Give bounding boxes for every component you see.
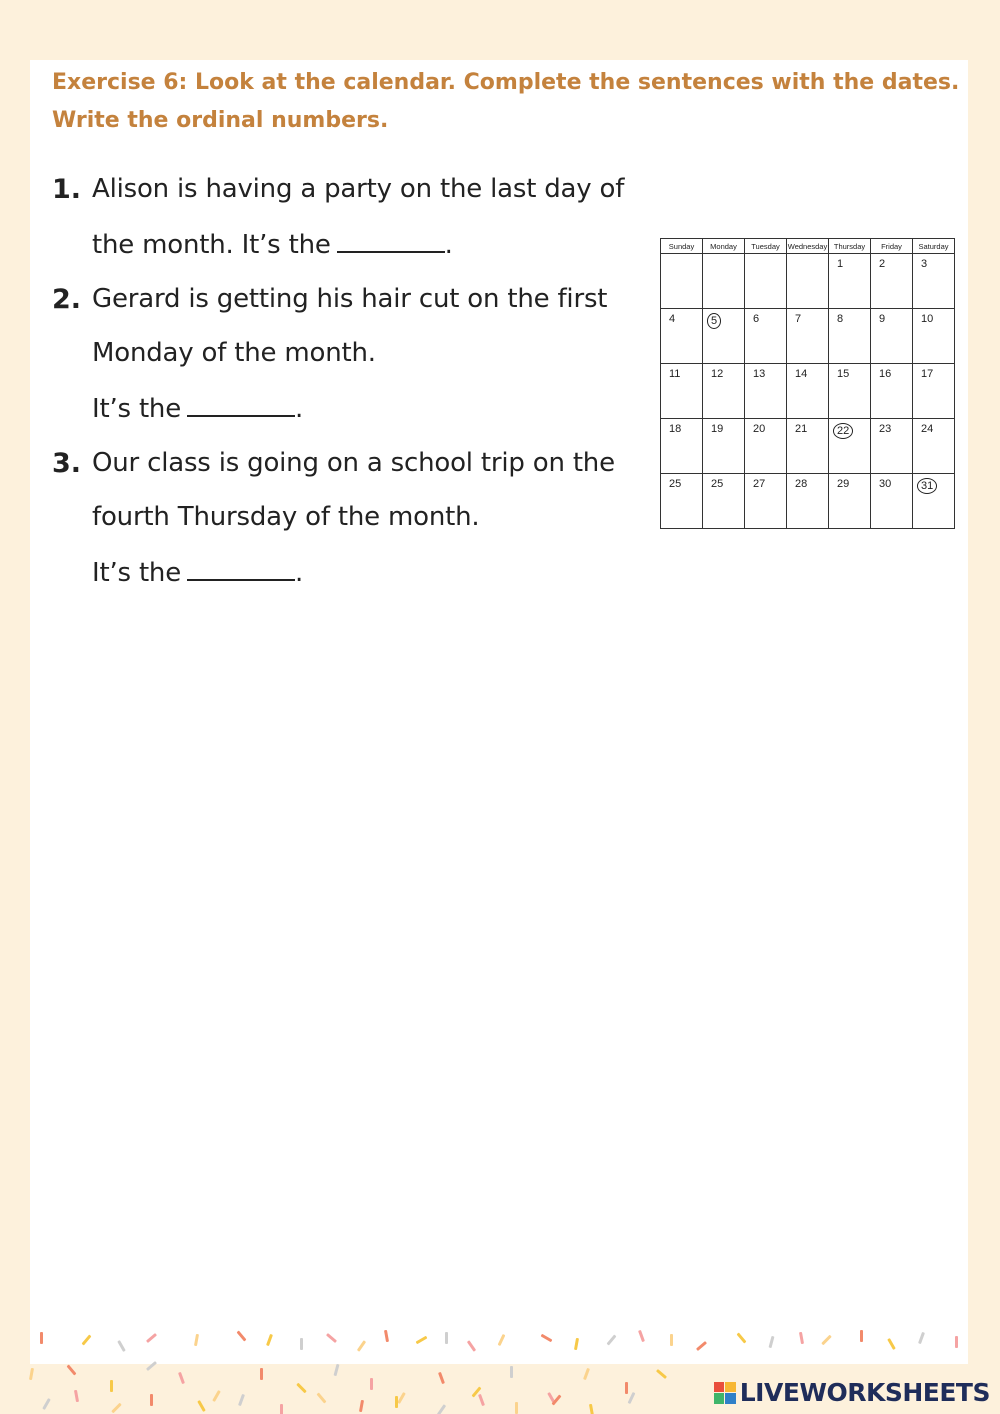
calendar-date: 1	[837, 258, 844, 270]
calendar-day-cell	[913, 309, 955, 364]
confetti-piece	[768, 1336, 774, 1348]
calendar-date: 6	[753, 313, 760, 325]
calendar-week-row	[661, 364, 955, 419]
calendar-date: 15	[837, 368, 850, 380]
question-2-answer-blank[interactable]	[187, 393, 295, 417]
confetti-piece	[300, 1338, 303, 1350]
confetti-piece	[74, 1390, 79, 1402]
calendar-date: 31	[917, 478, 937, 494]
calendar-day-cell	[787, 364, 829, 419]
logo-text: LIVEWORKSHEETS	[739, 1378, 990, 1407]
calendar-day-cell	[745, 254, 787, 309]
calendar-day-cell	[787, 419, 829, 474]
calendar-day-cell	[829, 254, 871, 309]
question-2-text: It’s the	[92, 394, 182, 424]
confetti-piece	[736, 1332, 746, 1343]
calendar-day-cell	[661, 309, 703, 364]
confetti-piece	[395, 1396, 398, 1408]
logo-grid-icon	[714, 1382, 736, 1404]
calendar-day-cell	[745, 419, 787, 474]
confetti-piece	[146, 1361, 157, 1371]
calendar-date: 16	[879, 368, 892, 380]
calendar-day-cell	[829, 474, 871, 529]
question-1-line1: Alison is having a party on the last day of	[92, 174, 625, 204]
liveworksheets-logo	[714, 1378, 990, 1407]
confetti-piece	[326, 1333, 337, 1343]
confetti-piece	[236, 1330, 246, 1341]
calendar-date: 7	[795, 313, 802, 325]
confetti-piece	[81, 1334, 91, 1345]
confetti-piece	[384, 1330, 389, 1342]
confetti-piece	[296, 1383, 307, 1394]
confetti-piece	[860, 1330, 863, 1342]
calendar-day-cell	[661, 419, 703, 474]
calendar-day-cell	[745, 309, 787, 364]
calendar-day-cell	[913, 364, 955, 419]
calendar-day-cell	[745, 364, 787, 419]
calendar-date: 25	[711, 478, 724, 490]
calendar-date: 11	[669, 368, 681, 380]
question-2-line1: Gerard is getting his hair cut on the first	[92, 284, 608, 314]
calendar-date: 9	[879, 313, 886, 325]
question-1-number: 1.	[52, 174, 82, 205]
calendar-date: 13	[753, 368, 766, 380]
confetti-piece	[498, 1334, 506, 1346]
confetti-piece	[438, 1372, 445, 1384]
calendar-day-header: Thursday	[829, 239, 871, 254]
confetti-piece	[29, 1368, 34, 1380]
confetti-piece	[359, 1400, 364, 1412]
calendar-day-header: Sunday	[661, 239, 703, 254]
calendar-day-cell	[787, 309, 829, 364]
calendar-day-cell	[871, 474, 913, 529]
calendar-day-cell	[703, 254, 745, 309]
confetti-piece	[280, 1404, 283, 1414]
calendar-day-header: Tuesday	[745, 239, 787, 254]
confetti-piece	[515, 1402, 518, 1414]
calendar-date: 19	[711, 423, 724, 435]
confetti-piece	[670, 1334, 673, 1346]
question-3-answer-blank[interactable]	[187, 557, 295, 581]
confetti-piece	[628, 1392, 636, 1404]
calendar-day-cell	[703, 474, 745, 529]
calendar-day-cell	[871, 309, 913, 364]
confetti-piece	[238, 1394, 245, 1406]
calendar-date: 25	[669, 478, 682, 490]
confetti-piece	[316, 1392, 326, 1403]
question-3-line3: It’s the .	[92, 558, 304, 588]
question-3-line2: fourth Thursday of the month.	[92, 502, 480, 532]
calendar-day-cell	[871, 254, 913, 309]
confetti-piece	[799, 1332, 804, 1344]
confetti-piece	[146, 1333, 157, 1343]
confetti-piece	[696, 1341, 707, 1351]
confetti-piece	[117, 1340, 126, 1352]
confetti-piece	[638, 1330, 645, 1342]
confetti-piece	[40, 1332, 43, 1344]
calendar-date: 5	[707, 313, 721, 329]
calendar-date: 18	[669, 423, 682, 435]
confetti-piece	[583, 1368, 590, 1380]
calendar-day-cell	[913, 474, 955, 529]
question-1-text: the month. It’s the	[92, 230, 331, 260]
calendar-week-row	[661, 474, 955, 529]
calendar-day-cell	[913, 254, 955, 309]
confetti-piece	[178, 1372, 185, 1384]
confetti-piece	[357, 1340, 366, 1352]
calendar-date: 30	[879, 478, 892, 490]
confetti-piece	[955, 1336, 958, 1348]
confetti-piece	[821, 1335, 832, 1346]
confetti-piece	[333, 1364, 339, 1376]
confetti-piece	[194, 1334, 199, 1346]
calendar-day-cell	[787, 254, 829, 309]
question-3-text: It’s the	[92, 558, 182, 588]
calendar-date: 12	[711, 368, 724, 380]
calendar-date: 29	[837, 478, 850, 490]
calendar-date: 21	[795, 423, 808, 435]
calendar-day-cell	[661, 254, 703, 309]
calendar-date: 22	[833, 423, 853, 439]
confetti-piece	[887, 1338, 896, 1350]
calendar-day-cell	[661, 474, 703, 529]
confetti-piece	[212, 1390, 221, 1402]
calendar-date: 8	[837, 313, 844, 325]
confetti-piece	[918, 1332, 925, 1344]
calendar-day-cell	[829, 419, 871, 474]
calendar-day-header: Monday	[703, 239, 745, 254]
confetti-piece	[197, 1400, 206, 1412]
question-3-number: 3.	[52, 448, 82, 479]
confetti-piece	[260, 1368, 263, 1380]
calendar-date: 14	[795, 368, 808, 380]
confetti-piece	[574, 1338, 579, 1350]
question-1-line2: the month. It’s the .	[92, 230, 453, 260]
calendar-date: 4	[669, 313, 676, 325]
calendar-day-cell	[829, 309, 871, 364]
calendar-week-row	[661, 419, 955, 474]
calendar-date: 2	[879, 258, 886, 270]
question-3-line1: Our class is going on a school trip on the	[92, 448, 615, 478]
calendar-date: 27	[753, 478, 766, 490]
confetti-piece	[606, 1334, 616, 1345]
calendar-day-header: Saturday	[913, 239, 955, 254]
calendar-day-cell	[787, 474, 829, 529]
exercise-title-line1: Exercise 6: Look at the calendar. Complete the sentences with the dates.	[52, 70, 960, 95]
confetti-piece	[589, 1404, 594, 1414]
calendar-date: 10	[921, 313, 934, 325]
calendar-week-row	[661, 309, 955, 364]
calendar-date: 23	[879, 423, 892, 435]
confetti-piece	[110, 1380, 113, 1392]
confetti-piece	[111, 1403, 122, 1414]
calendar-day-cell	[871, 419, 913, 474]
confetti-piece	[266, 1334, 273, 1346]
calendar-date: 28	[795, 478, 808, 490]
confetti-piece	[370, 1378, 373, 1390]
confetti-piece	[445, 1332, 448, 1344]
calendar-week-row	[661, 254, 955, 309]
calendar-date: 20	[753, 423, 766, 435]
confetti-piece	[541, 1334, 553, 1343]
confetti-piece	[416, 1336, 428, 1345]
calendar-day-header: Friday	[871, 239, 913, 254]
calendar-body	[661, 254, 955, 529]
confetti-piece	[42, 1398, 51, 1410]
confetti-piece	[510, 1366, 513, 1378]
calendar-date: 17	[921, 368, 934, 380]
calendar-day-cell	[829, 364, 871, 419]
question-2-number: 2.	[52, 284, 82, 315]
confetti-piece	[478, 1394, 485, 1406]
confetti-piece	[437, 1404, 446, 1414]
calendar-day-cell	[745, 474, 787, 529]
calendar-day-cell	[703, 309, 745, 364]
calendar-day-header: Wednesday	[787, 239, 829, 254]
question-1-answer-blank[interactable]	[337, 229, 445, 253]
calendar-day-cell	[703, 364, 745, 419]
calendar-day-cell	[661, 364, 703, 419]
confetti-piece	[656, 1369, 667, 1379]
confetti-piece	[625, 1382, 628, 1394]
calendar-date: 3	[921, 258, 928, 270]
exercise-title-line2: Write the ordinal numbers.	[52, 108, 389, 133]
confetti-piece	[397, 1392, 406, 1404]
calendar-date: 24	[921, 423, 934, 435]
calendar-header-row	[661, 239, 955, 254]
month-calendar	[660, 238, 955, 529]
calendar-day-cell	[913, 419, 955, 474]
calendar-day-cell	[871, 364, 913, 419]
confetti-piece	[467, 1340, 476, 1352]
confetti-piece	[150, 1394, 153, 1406]
calendar-day-cell	[703, 419, 745, 474]
confetti-piece	[66, 1364, 76, 1375]
question-2-line2: Monday of the month.	[92, 338, 376, 368]
question-2-line3: It’s the .	[92, 394, 304, 424]
